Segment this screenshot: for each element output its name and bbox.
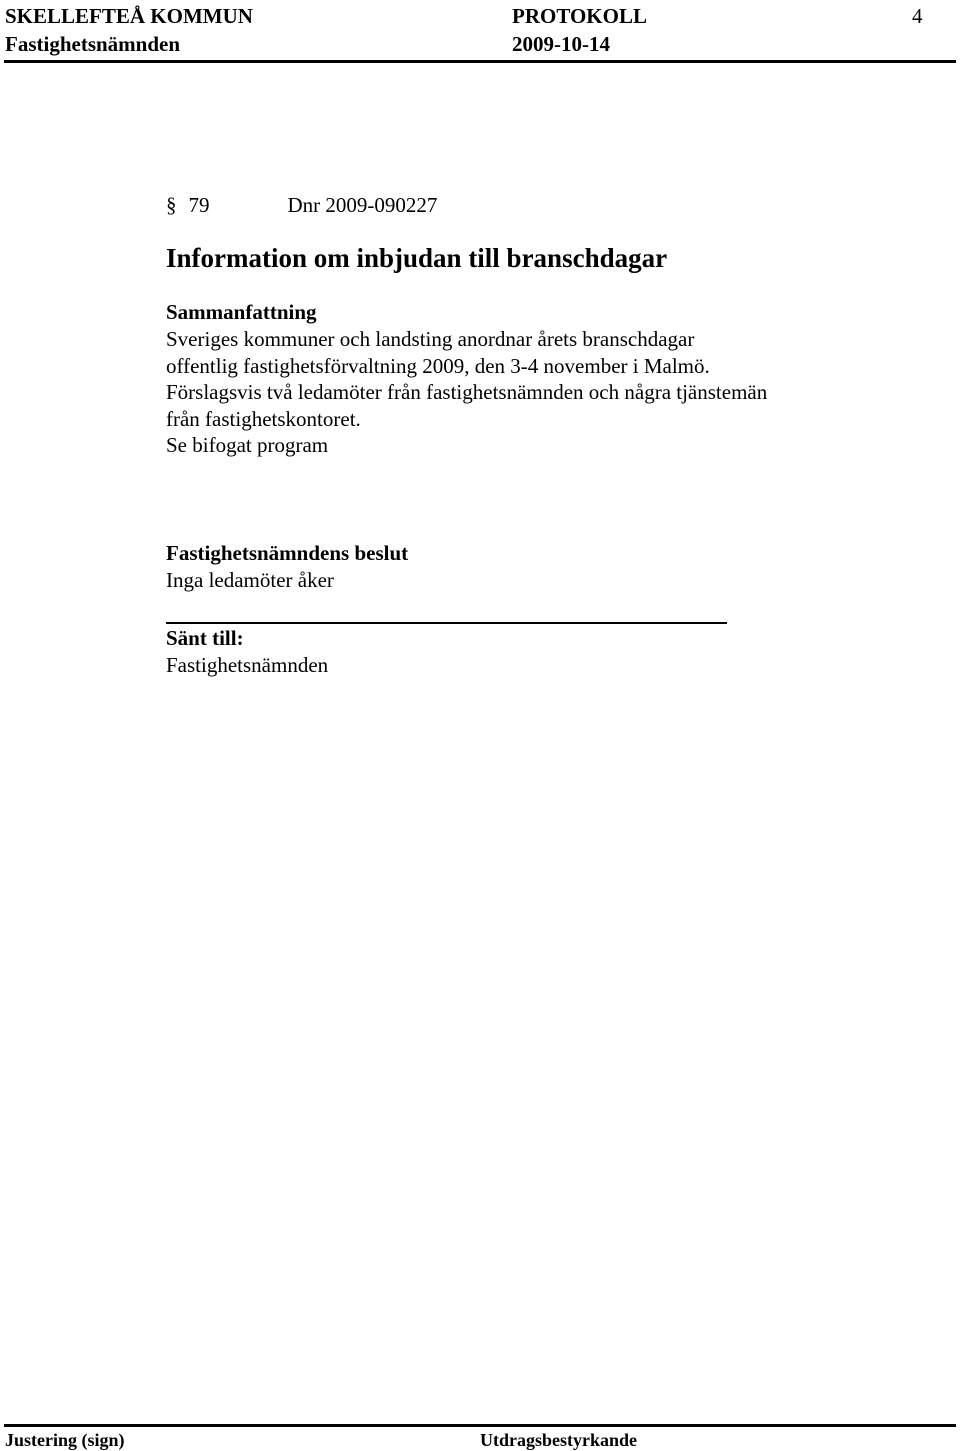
sent-to-recipient: Fastighetsnämnden [166, 653, 329, 677]
organization-name: SKELLEFTEÅ KOMMUN [5, 4, 253, 28]
paragraph-symbol: § [166, 193, 177, 217]
summary-line: offentlig fastighetsförvaltning 2009, den 3-4 november i Malmö. [166, 353, 710, 378]
footer-divider [4, 1424, 956, 1427]
summary-body [166, 326, 767, 459]
decision-heading: Fastighetsnämndens beslut [166, 541, 409, 565]
page-number: 4 [912, 4, 923, 28]
decision-text: Inga ledamöter åker [166, 568, 334, 592]
summary-line: från fastighetskontoret. [166, 406, 361, 431]
dnr-reference: Dnr 2009-090227 [287, 193, 438, 217]
meeting-date: 2009-10-14 [512, 32, 610, 56]
page-title: Information om inbjudan till branschdagar [166, 243, 668, 273]
justering-label: Justering (sign) [5, 1430, 125, 1450]
section-number: 79 [188, 193, 210, 217]
summary-heading: Sammanfattning [166, 300, 317, 324]
sent-to-heading: Sänt till: [166, 626, 244, 650]
summary-line: Sveriges kommuner och landsting anordnar årets branschdagar [166, 327, 695, 351]
document-type: PROTOKOLL [512, 4, 647, 28]
header-divider [4, 60, 956, 63]
separator-line [166, 622, 727, 624]
summary-line: Förslagsvis två ledamöter från fastighetsnämnden och några tjänstemän [166, 380, 768, 404]
utdragsbestyrkande-label: Utdragsbestyrkande [480, 1430, 638, 1450]
section-reference [166, 192, 437, 219]
summary-line: Se bifogat program [166, 433, 329, 457]
board-name: Fastighetsnämnden [5, 32, 181, 56]
